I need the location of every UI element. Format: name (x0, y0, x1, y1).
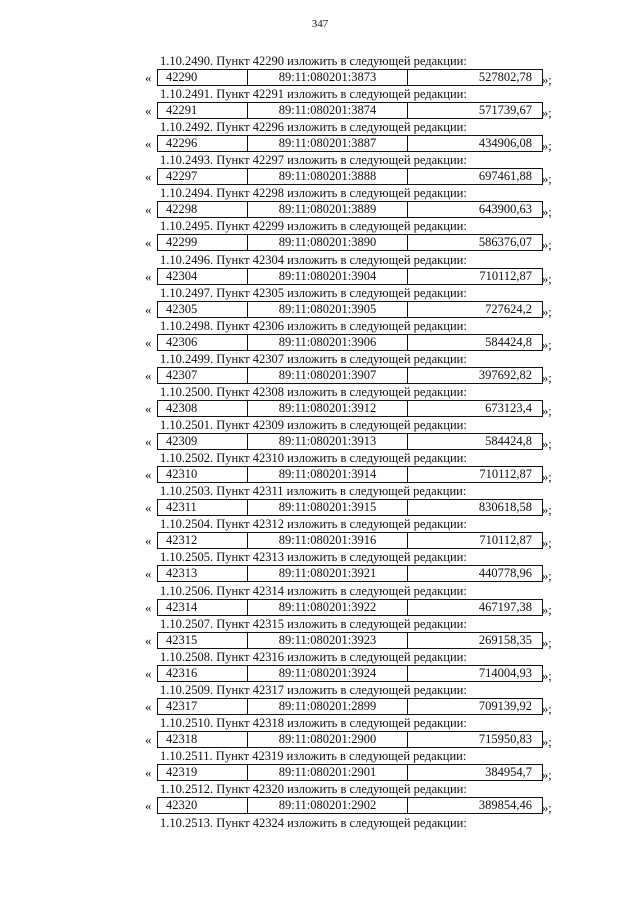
amendment-entry (0, 87, 640, 120)
entry-table (157, 565, 543, 582)
open-quote: « (145, 367, 152, 383)
cadastral-number-cell: 89:11:080201:3913 (248, 434, 408, 449)
entry-row (145, 69, 585, 86)
entry-heading: 1.10.2495. Пункт 42299 изложить в следующей редакции: (160, 219, 467, 234)
amendment-entry (0, 451, 640, 484)
entry-table (157, 367, 543, 384)
close-quote: »; (542, 304, 552, 319)
close-quote: »; (542, 536, 552, 551)
entry-table (157, 466, 543, 483)
value-cell: 643900,63 (478, 202, 532, 217)
entry-row (145, 135, 585, 152)
open-quote: « (145, 533, 152, 549)
close-quote: »; (542, 337, 552, 352)
item-number-cell: 42319 (158, 765, 248, 780)
item-number-cell: 42313 (158, 566, 248, 581)
value-cell: 727624,2 (485, 301, 532, 316)
amendment-entry (0, 286, 640, 319)
item-number-cell: 42316 (158, 666, 248, 681)
entry-table (157, 400, 543, 417)
item-number-cell: 42311 (158, 500, 248, 515)
entry-table (157, 532, 543, 549)
cadastral-number-cell: 89:11:080201:3924 (248, 666, 408, 681)
amendment-entry (0, 352, 640, 385)
entry-row (145, 400, 585, 417)
entry-row (145, 731, 585, 748)
value-cell: 467197,38 (478, 599, 532, 614)
entry-heading: 1.10.2496. Пункт 42304 изложить в следующей редакции: (160, 252, 467, 267)
close-quote: »; (542, 73, 552, 87)
open-quote: « (145, 334, 152, 350)
entry-row (145, 234, 585, 251)
amendment-entry (0, 253, 640, 286)
cadastral-number-cell: 89:11:080201:3914 (248, 467, 408, 482)
open-quote: « (145, 665, 152, 681)
value-cell: 697461,88 (478, 169, 532, 184)
close-quote: »; (542, 205, 552, 220)
entry-table (157, 599, 543, 616)
entry-heading: 1.10.2497. Пункт 42305 изложить в следующей редакции: (160, 285, 467, 300)
close-quote: »; (542, 767, 552, 782)
amendment-entry (0, 219, 640, 252)
entry-heading: 1.10.2494. Пункт 42298 изложить в следующей редакции: (160, 186, 467, 201)
entry-table (157, 201, 543, 218)
amendment-entry (0, 120, 640, 153)
entry-heading: 1.10.2505. Пункт 42313 изложить в следующей редакции: (160, 550, 467, 565)
close-quote: »; (542, 139, 552, 154)
amendment-entry (0, 617, 640, 650)
entry-table (157, 234, 543, 251)
close-quote: »; (542, 106, 552, 121)
close-quote: »; (542, 801, 552, 816)
item-number-cell: 42317 (158, 699, 248, 714)
entry-heading: 1.10.2492. Пункт 42296 изложить в следующей редакции: (160, 120, 467, 135)
close-quote: »; (542, 437, 552, 452)
close-quote: »; (542, 635, 552, 650)
item-number-cell: 42309 (158, 434, 248, 449)
entry-table (157, 764, 543, 781)
close-quote: »; (542, 503, 552, 518)
entry-row (145, 466, 585, 483)
amendment-entry (0, 153, 640, 186)
amendment-entry (0, 650, 640, 683)
cadastral-number-cell: 89:11:080201:3916 (248, 533, 408, 548)
open-quote: « (145, 268, 152, 284)
entry-row (145, 201, 585, 218)
amendment-entry (0, 683, 640, 716)
item-number-cell: 42312 (158, 533, 248, 548)
cadastral-number-cell: 89:11:080201:2900 (248, 732, 408, 747)
value-cell: 384954,7 (485, 764, 532, 779)
entry-heading: 1.10.2512. Пункт 42320 изложить в следующей редакции: (160, 782, 467, 797)
close-quote: »; (542, 172, 552, 187)
entry-table (157, 135, 543, 152)
cadastral-number-cell: 89:11:080201:3873 (248, 70, 408, 85)
value-cell: 586376,07 (478, 235, 532, 250)
entry-row (145, 433, 585, 450)
item-number-cell: 42305 (158, 302, 248, 317)
close-quote: »; (542, 470, 552, 485)
value-cell: 710112,87 (479, 467, 532, 482)
open-quote: « (145, 632, 152, 648)
page-number: 347 (311, 18, 329, 30)
value-cell: 571739,67 (478, 103, 532, 118)
entry-table (157, 665, 543, 682)
open-quote: « (145, 764, 152, 780)
cadastral-number-cell: 89:11:080201:2901 (248, 765, 408, 780)
entry-heading: 1.10.2499. Пункт 42307 изложить в следующей редакции: (160, 351, 467, 366)
close-quote: »; (542, 238, 552, 253)
item-number-cell: 42290 (158, 70, 248, 85)
entry-heading: 1.10.2502. Пункт 42310 изложить в следующей редакции: (160, 451, 467, 466)
cadastral-number-cell: 89:11:080201:3906 (248, 335, 408, 350)
entries-list (0, 54, 640, 815)
entry-table (157, 102, 543, 119)
cadastral-number-cell: 89:11:080201:3923 (248, 633, 408, 648)
value-cell: 584424,8 (485, 334, 532, 349)
value-cell: 709139,92 (478, 698, 532, 713)
entry-row (145, 102, 585, 119)
value-cell: 440778,96 (478, 566, 532, 581)
cadastral-number-cell: 89:11:080201:3907 (248, 368, 408, 383)
entry-heading: 1.10.2508. Пункт 42316 изложить в следующей редакции: (160, 649, 467, 664)
entry-table (157, 268, 543, 285)
open-quote: « (145, 698, 152, 714)
entry-heading: 1.10.2498. Пункт 42306 изложить в следующей редакции: (160, 318, 467, 333)
amendment-entry (0, 550, 640, 583)
entry-heading: 1.10.2509. Пункт 42317 изложить в следующей редакции: (160, 682, 467, 697)
cadastral-number-cell: 89:11:080201:3890 (248, 235, 408, 250)
cadastral-number-cell: 89:11:080201:3921 (248, 566, 408, 581)
amendment-entry (0, 385, 640, 418)
close-quote: »; (542, 569, 552, 584)
entry-table (157, 301, 543, 318)
entry-row (145, 268, 585, 285)
entry-row (145, 632, 585, 649)
entry-table (157, 433, 543, 450)
value-cell: 397692,82 (478, 367, 532, 382)
item-number-cell: 42291 (158, 103, 248, 118)
entry-row (145, 301, 585, 318)
entry-heading: 1.10.2501. Пункт 42309 изложить в следующей редакции: (160, 418, 467, 433)
entry-table (157, 797, 543, 814)
item-number-cell: 42308 (158, 401, 248, 416)
amendment-entry (0, 484, 640, 517)
item-number-cell: 42297 (158, 169, 248, 184)
item-number-cell: 42299 (158, 235, 248, 250)
value-cell: 527802,78 (478, 70, 532, 84)
open-quote: « (145, 798, 152, 814)
cadastral-number-cell: 89:11:080201:3915 (248, 500, 408, 515)
entry-row (145, 599, 585, 616)
item-number-cell: 42315 (158, 633, 248, 648)
entry-row (145, 665, 585, 682)
close-quote: »; (542, 668, 552, 683)
entry-heading: 1.10.2493. Пункт 42297 изложить в следующей редакции: (160, 153, 467, 168)
value-cell: 269158,35 (478, 632, 532, 647)
entry-table (157, 334, 543, 351)
value-cell: 710112,87 (479, 533, 532, 548)
entry-table (157, 168, 543, 185)
value-cell: 714004,93 (478, 665, 532, 680)
close-quote: »; (542, 271, 552, 286)
item-number-cell: 42310 (158, 467, 248, 482)
item-number-cell: 42298 (158, 202, 248, 217)
close-quote: »; (542, 403, 552, 418)
close-quote: »; (542, 734, 552, 749)
amendment-entry (0, 749, 640, 782)
entry-row (145, 764, 585, 781)
open-quote: « (145, 731, 152, 747)
amendment-entry (0, 418, 640, 451)
entry-heading: 1.10.2491. Пункт 42291 изложить в следующей редакции: (160, 87, 467, 102)
value-cell: 710112,87 (479, 268, 532, 283)
cadastral-number-cell: 89:11:080201:2902 (248, 798, 408, 813)
entry-row (145, 499, 585, 516)
entry-row (145, 565, 585, 582)
entry-heading: 1.10.2500. Пункт 42308 изложить в следующей редакции: (160, 384, 467, 399)
open-quote: « (145, 400, 152, 416)
entry-table (157, 499, 543, 516)
value-cell: 673123,4 (485, 400, 532, 415)
cadastral-number-cell: 89:11:080201:3874 (248, 103, 408, 118)
value-cell: 830618,58 (478, 500, 532, 515)
item-number-cell: 42306 (158, 335, 248, 350)
amendment-entry (0, 319, 640, 352)
close-quote: »; (542, 701, 552, 716)
cadastral-number-cell: 89:11:080201:3905 (248, 302, 408, 317)
amendment-entry (0, 54, 640, 87)
value-cell: 434906,08 (478, 136, 532, 151)
open-quote: « (145, 103, 152, 119)
entry-row (145, 168, 585, 185)
cadastral-number-cell: 89:11:080201:3887 (248, 136, 408, 151)
cadastral-number-cell: 89:11:080201:3922 (248, 600, 408, 615)
entry-heading: 1.10.2513. Пункт 42324 изложить в следующей редакции: (160, 816, 467, 831)
open-quote: « (145, 235, 152, 251)
item-number-cell: 42318 (158, 732, 248, 747)
cadastral-number-cell: 89:11:080201:3889 (248, 202, 408, 217)
amendment-entry (0, 782, 640, 815)
item-number-cell: 42314 (158, 600, 248, 615)
value-cell: 715950,83 (478, 731, 532, 746)
item-number-cell: 42320 (158, 798, 248, 813)
entry-table (157, 731, 543, 748)
close-quote: »; (542, 370, 552, 385)
entry-heading: 1.10.2503. Пункт 42311 изложить в следующей редакции: (160, 484, 467, 499)
item-number-cell: 42296 (158, 136, 248, 151)
cadastral-number-cell: 89:11:080201:3888 (248, 169, 408, 184)
entry-table (157, 698, 543, 715)
open-quote: « (145, 599, 152, 615)
entry-heading: 1.10.2490. Пункт 42290 изложить в следующей редакции: (160, 54, 467, 68)
open-quote: « (145, 70, 152, 85)
item-number-cell: 42304 (158, 269, 248, 284)
entry-row (145, 532, 585, 549)
entry-heading: 1.10.2511. Пункт 42319 изложить в следующей редакции: (160, 748, 467, 763)
amendment-entry (0, 186, 640, 219)
entry-heading: 1.10.2510. Пункт 42318 изложить в следующей редакции: (160, 715, 467, 730)
item-number-cell: 42307 (158, 368, 248, 383)
entry-table (157, 632, 543, 649)
cadastral-number-cell: 89:11:080201:3904 (248, 269, 408, 284)
amendment-entry (0, 716, 640, 749)
entry-row (145, 367, 585, 384)
open-quote: « (145, 136, 152, 152)
open-quote: « (145, 434, 152, 450)
entry-heading: 1.10.2504. Пункт 42312 изложить в следующей редакции: (160, 517, 467, 532)
entry-row (145, 334, 585, 351)
entry-heading: 1.10.2507. Пункт 42315 изложить в следующей редакции: (160, 616, 467, 631)
cadastral-number-cell: 89:11:080201:3912 (248, 401, 408, 416)
entry-row (145, 698, 585, 715)
amendment-entry (0, 517, 640, 550)
close-quote: »; (542, 602, 552, 617)
open-quote: « (145, 566, 152, 582)
open-quote: « (145, 301, 152, 317)
open-quote: « (145, 202, 152, 218)
cadastral-number-cell: 89:11:080201:2899 (248, 699, 408, 714)
entry-table (157, 69, 543, 86)
open-quote: « (145, 169, 152, 185)
open-quote: « (145, 467, 152, 483)
entry-heading: 1.10.2506. Пункт 42314 изложить в следующей редакции: (160, 583, 467, 598)
amendment-entry (0, 584, 640, 617)
entry-row (145, 797, 585, 814)
open-quote: « (145, 500, 152, 516)
value-cell: 584424,8 (485, 434, 532, 449)
value-cell: 389854,46 (478, 798, 532, 813)
